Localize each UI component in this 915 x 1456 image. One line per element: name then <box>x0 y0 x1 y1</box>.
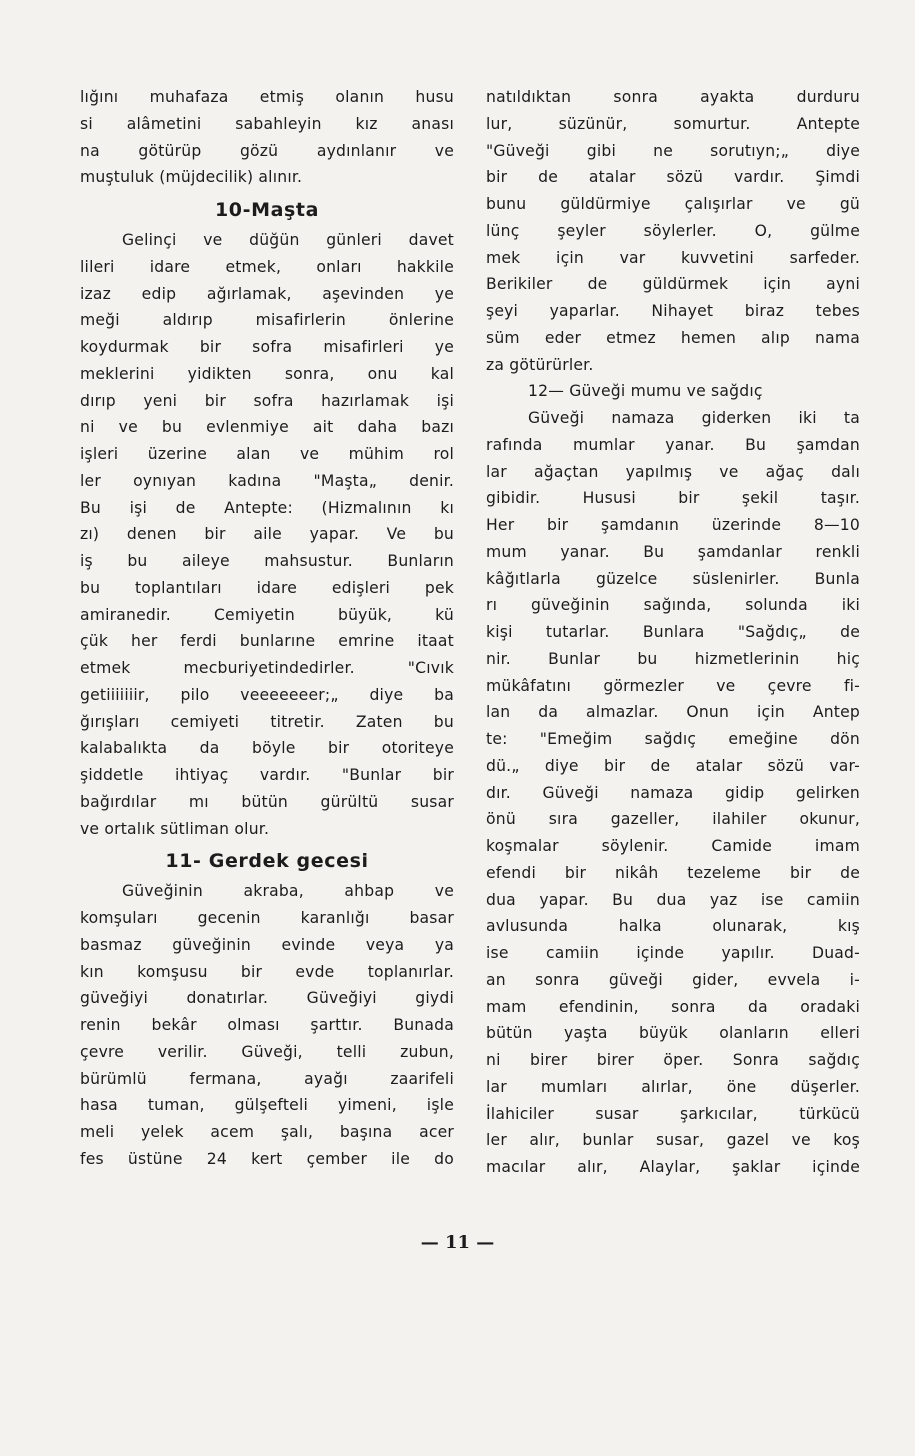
text-line: işleri üzerine alan ve mühim rol <box>80 445 454 463</box>
text-line: si alâmetini sabahleyin kız anası <box>80 114 454 133</box>
text-line: amiranedir. Cemiyetin büyük, kü <box>80 605 454 624</box>
text-line: dır. Güveği namaza gidip gelirken <box>486 783 860 802</box>
text-line: bunu güldürmiye çalışırlar ve gü <box>486 195 860 213</box>
text-line: şiddetle ihtiyaç vardır. "Bunlar bir <box>80 766 454 784</box>
text-line: 12— Güveği mumu ve sağdıç <box>528 382 763 401</box>
text-line: İlahiciler susar şarkıcılar, türkücü <box>486 1104 860 1123</box>
text-line: önü sıra gazeller, ilahiler okunur, <box>486 810 860 829</box>
text-line: ler oynıyan kadına "Maşta„ denir. <box>80 471 454 490</box>
text-line: getiiiiiiir, pilo veeeeeeer;„ diye ba <box>80 685 454 704</box>
text-line: Her bir şamdanın üzerinde 8—10 <box>486 516 860 534</box>
text-line: bürümlü fermana, ayağı zaarifeli <box>80 1069 454 1088</box>
section-heading: 11- Gerdek gecesi <box>165 850 369 873</box>
text-line: lar ağaçtan yapılmış ve ağaç dalı <box>486 462 860 481</box>
text-line: çük her ferdi bunlarıne emrine itaat <box>80 632 454 651</box>
text-line: na götürüp gözü aydınlanır ve <box>80 141 454 160</box>
text-line: natıldıktan sonra ayakta durduru <box>486 88 860 106</box>
text-line: mükâfatını görmezler ve çevre fi- <box>486 676 860 695</box>
text-line: Gelinçi ve düğün günleri davet <box>122 231 454 249</box>
section-heading: 10-Maşta <box>214 199 320 221</box>
text-line: lığını muhafaza etmiş olanın husu <box>80 88 454 106</box>
text-line: Berikiler de güldürmek için ayni <box>486 275 860 294</box>
text-line: hasa tuman, gülşefteli yimeni, işle <box>80 1096 454 1115</box>
text-line: dırıp yeni bir sofra hazırlamak işi <box>80 391 454 410</box>
text-line: Güveğinin akraba, ahbap ve <box>122 882 454 901</box>
text-line: ler alır, bunlar susar, gazel ve koş <box>486 1131 860 1150</box>
text-line: ni birer birer öper. Sonra sağdıç <box>486 1051 860 1069</box>
text-line: bağırdılar mı bütün gürültü susar <box>80 792 454 811</box>
text-line: koşmalar söylenir. Camide imam <box>486 837 860 855</box>
left-column <box>80 84 454 1173</box>
text-line: basmaz güveğinin evinde veya ya <box>80 935 454 954</box>
text-line: zı) denen bir aile yapar. Ve bu <box>80 525 454 544</box>
text-line: komşuları gecenin karanlığı basar <box>80 909 454 927</box>
text-line: kâğıtlarla güzelce süslenirler. Bunla <box>486 569 860 588</box>
text-line: lan da almazlar. Onun için Antep <box>486 703 860 722</box>
text-line: çevre verilir. Güveği, telli zubun, <box>80 1042 454 1061</box>
text-line: bütün yaşta büyük olanların elleri <box>486 1024 860 1043</box>
text-line: mek için var kuvvetini sarfeder. <box>486 248 860 267</box>
text-line: şeyi yaparlar. Nihayet biraz tebes <box>486 302 860 320</box>
text-line: rafında mumlar yanar. Bu şamdan <box>486 435 860 454</box>
text-line: etmek mecburiyetindedirler. "Cıvık <box>80 659 454 677</box>
text-line: ni ve bu evlenmiye ait daha bazı <box>80 418 454 437</box>
text-line: meklerini yidikten sonra, onu kal <box>80 364 454 383</box>
text-line: mum yanar. Bu şamdanlar renkli <box>486 542 860 561</box>
text-line: koydurmak bir sofra misafirleri ye <box>80 338 454 356</box>
text-line: nir. Bunlar bu hizmetlerinin hiç <box>486 649 860 668</box>
right-column <box>486 84 860 1181</box>
text-line: fes üstüne 24 kert çember ile do <box>80 1149 454 1168</box>
text-line: renin bekâr olması şarttır. Bunada <box>80 1016 454 1034</box>
text-line: meli yelek acem şalı, başına acer <box>80 1123 454 1141</box>
text-line: kın komşusu bir evde toplanırlar. <box>80 962 454 981</box>
text-line: rı güveğinin sağında, solunda iki <box>486 596 860 615</box>
text-line: lar mumları alırlar, öne düşerler. <box>486 1077 860 1096</box>
text-line: kalabalıkta da böyle bir otoriteye <box>80 739 454 758</box>
text-line: Bu işi de Antepte: (Hizmalının kı <box>80 498 454 517</box>
text-line: bir de atalar sözü vardır. Şimdi <box>486 168 860 187</box>
text-line: bu toplantıları idare edişleri pek <box>80 578 454 597</box>
text-line: lur, süzünür, somurtur. Antepte <box>486 114 860 133</box>
text-line: ğırışları cemiyeti titretir. Zaten bu <box>80 712 454 731</box>
text-line: efendi bir nikâh tezeleme bir de <box>486 863 860 882</box>
text-line: ise camiin içinde yapılır. Duad- <box>486 944 860 962</box>
text-line: za götürürler. <box>486 355 594 374</box>
text-line: macılar alır, Alaylar, şaklar içinde <box>486 1158 860 1176</box>
text-line: avlusunda halka olunarak, kış <box>486 917 860 936</box>
text-line: kişi tutarlar. Bunlara "Sağdıç„ de <box>486 623 860 641</box>
text-line: te: "Emeğim sağdıç emeğine dön <box>486 730 860 748</box>
text-line: izaz edip ağırlamak, aşevinden ye <box>80 284 454 303</box>
text-line: muştuluk (müjdecilik) alınır. <box>80 168 303 187</box>
text-line: lileri idare etmek, onları hakkile <box>80 257 454 276</box>
text-line: süm eder etmez hemen alıp nama <box>486 328 860 347</box>
text-line: lünç şeyler söylerler. O, gülme <box>486 221 860 240</box>
text-line: an sonra güveği gider, evvela i- <box>486 970 860 989</box>
page-number: — 11 — <box>420 1232 495 1253</box>
text-line: ve ortalık sütliman olur. <box>80 819 270 838</box>
text-line: güveğiyi donatırlar. Güveğiyi giydi <box>80 989 454 1008</box>
text-line: dua yapar. Bu dua yaz ise camiin <box>486 890 860 909</box>
text-line: dü.„ diye bir de atalar sözü var- <box>486 756 860 775</box>
text-line: gibidir. Hususi bir şekil taşır. <box>486 489 860 508</box>
text-line: meği aldırıp misafirlerin önlerine <box>80 311 454 330</box>
text-line: iş bu aileye mahsustur. Bunların <box>80 552 454 570</box>
text-line: mam efendinin, sonra da oradaki <box>486 997 860 1016</box>
text-line: Güveği namaza giderken iki ta <box>528 409 860 427</box>
text-line: "Güveği gibi ne sorutıyn;„ diye <box>486 141 860 160</box>
